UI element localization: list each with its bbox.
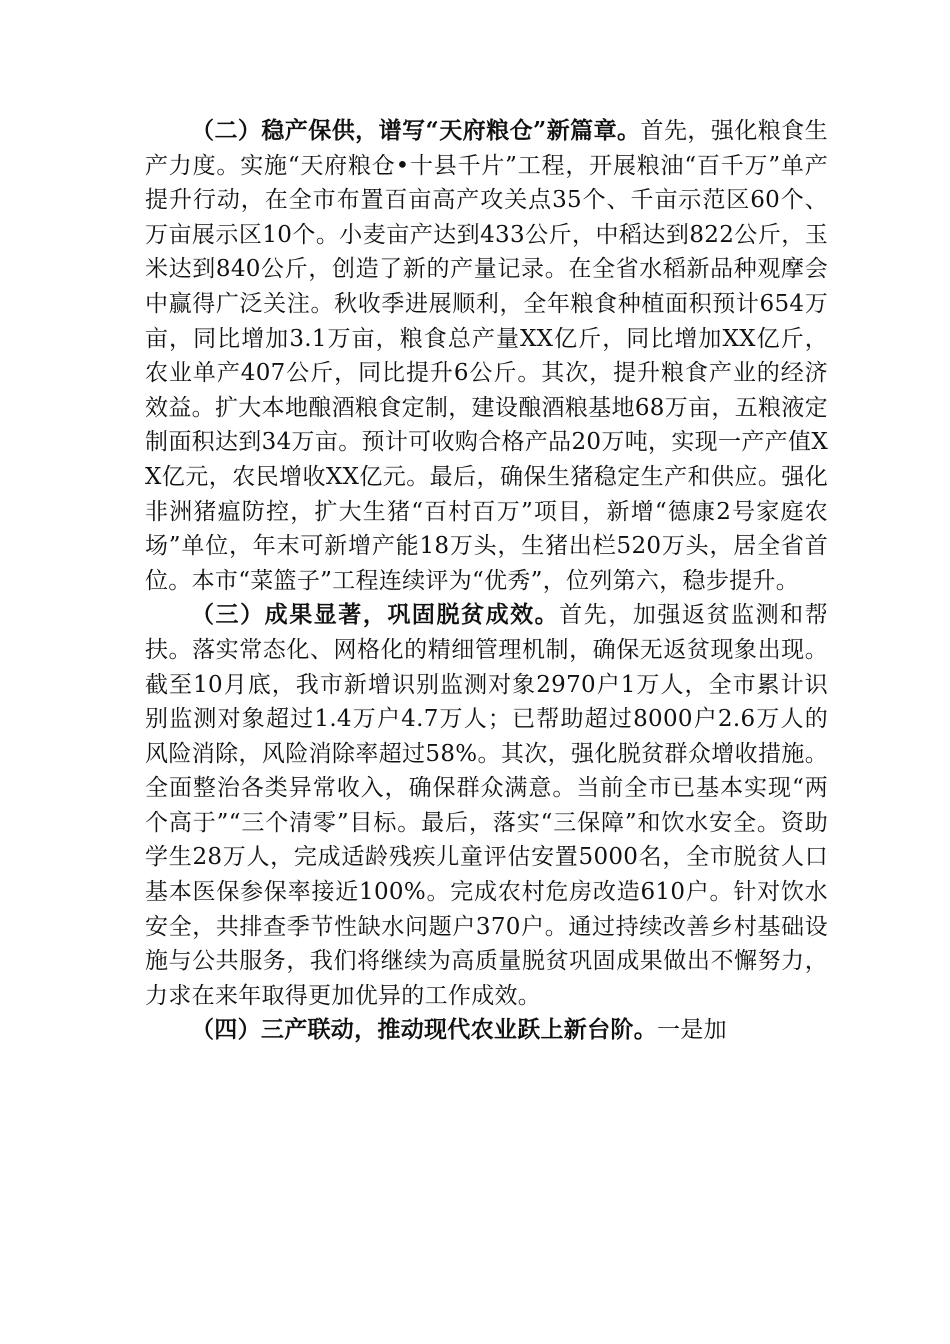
section-4-heading: （四）三产联动，推动现代农业跃上新台阶。 [191,1016,657,1044]
paragraph-section-2 [145,114,828,598]
section-3-heading: （三）成果显著，巩固脱贫成效。 [191,601,560,629]
section-3-body: 首先，加强返贫监测和帮扶。落实常态化、网格化的精细管理机制，确保无返贫现象出现。截至10月底，我市新增识别监测对象2970户1万人，全市累计识别监测对象超过1.4万户4.7万人；已帮助超过8000户2.6万人的风险消除，风险消除率超过58%。其次，强化脱贫群众增收措施。全面整治各类异常收入，确保群众满意。当前全市已基本实现“两个高于”“三个清零”目标。最后，落实“三保障”和饮水安全。资助学生28万人，完成适龄残疾儿童评估安置5000名，全市脱贫人口基本医保参保率接近100%。完成农村危房改造610户。针对饮水安全，共排查季节性缺水问题户370户。通过持续改善乡村基础设施与公共服务，我们将继续为高质量脱贫巩固成果做出不懈努力，力求在来年取得更加优异的工作成效。 [145,602,828,1009]
section-2-heading: （二）稳产保供，谱写“天府粮仓”新篇章。 [191,117,641,144]
document-body [145,114,828,1048]
paragraph-section-4 [145,1013,828,1048]
section-2-body: 首先，强化粮食生产力度。实施“天府粮仓•十县千片”工程，开展粮油“百千万”单产提升行动，在全市布置百亩高产攻关点35个、千亩示范区60个、万亩展示区10个。小麦亩产达到433公斤，中稻达到822公斤，玉米达到840公斤，创造了新的产量记录。在全省水稻新品种观摩会中赢得广泛关注。秋收季进展顺利，全年粮食种植面积预计654万亩，同比增加3.1万亩，粮食总产量XX亿斤，同比增加XX亿斤，农业单产407公斤，同比提升6公斤。其次，提升粮食产业的经济效益。扩大本地酿酒粮食定制，建设酿酒粮基地68万亩，五粮液定制面积达到34万亩。预计可收购合格产品20万吨，实现一产产值XX亿元，农民增收XX亿元。最后，确保生猪稳定生产和供应。强化非洲猪瘟防控，扩大生猪“百村百万”项目，新增“德康2号家庭农场”单位，年末可新增产能18万头，生猪出栏520万头，居全省首位。本市“菜篮子”工程连续评为“优秀”，位列第六，稳步提升。 [145,118,828,594]
paragraph-section-3 [145,598,828,1013]
section-4-body: 一是加 [657,1017,727,1044]
